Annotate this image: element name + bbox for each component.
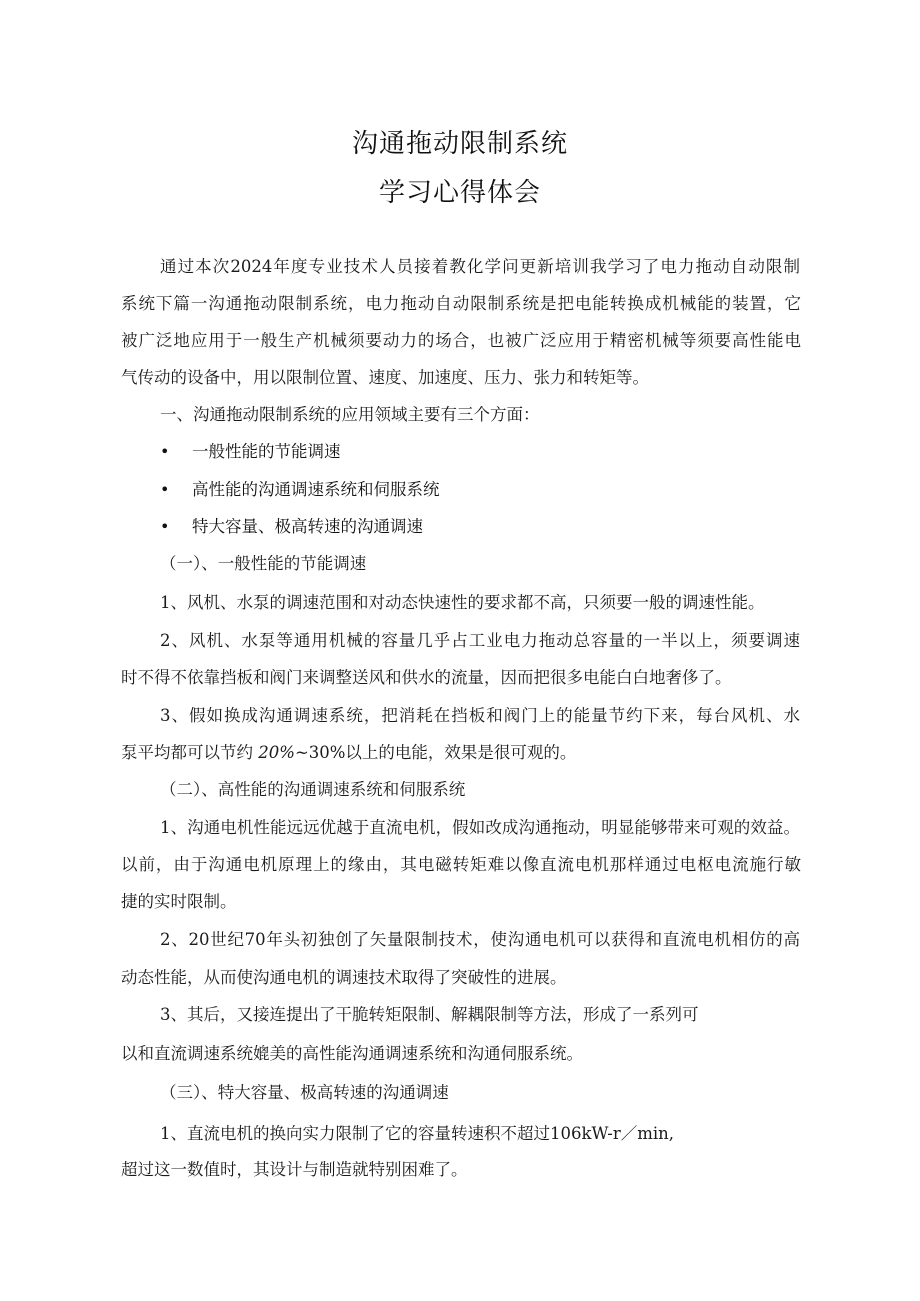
bullet-item-2: 高性能的沟通调速系统和伺服系统: [192, 480, 440, 499]
bullet-item-3: 特大容量、极高转速的沟通调速: [192, 517, 423, 536]
sub3-paragraph-1-line-1: 1、直流电机的换向实力限制了它的容量转速积不超过106kW-r／min,: [160, 1124, 675, 1143]
sub1-p3-text-a: 泵平均都可以节约: [121, 743, 253, 762]
bullet-item-1: 一般性能的节能调速: [192, 442, 341, 461]
document-subtitle: 学习心得体会: [378, 178, 541, 208]
bullet-marker: •: [160, 480, 170, 499]
document-title: 沟通拖动限制系统: [351, 129, 568, 159]
intro-line-1: 通过本次2024年度专业技术人员接着教化学问更新培训我学习了电力拖动自动限制: [160, 257, 800, 276]
sub3-paragraph-1-line-2: 超过这一数值时，其设计与制造就特别困难了。: [121, 1160, 468, 1179]
subsection-heading-1: （一）、一般性能的节能调速: [160, 554, 367, 573]
sub2-paragraph-1-line-1: 1、沟通电机性能远远优越于直流电机，假如改成沟通拖动，明显能够带来可观的效益。: [160, 818, 800, 837]
sub1-paragraph-2-line-2: 时不得不依靠挡板和阀门来调整送风和供水的流量，因而把很多电能白白地奢侈了。: [121, 668, 732, 687]
subsection-heading-2: （二）、高性能的沟通调速系统和伺服系统: [160, 780, 466, 799]
intro-line-3: 被广泛地应用于一般生产机械须要动力的场合，也被广泛应用于精密机械等须要高性能电: [121, 331, 801, 350]
intro-line-2: 系统下篇一沟通拖动限制系统，电力拖动自动限制系统是把电能转换成机械能的装置，它: [121, 294, 801, 313]
sub1-p3-text-c: ~30%以上的电能，效果是很可观的。: [294, 743, 577, 762]
sub2-paragraph-1-line-3: 捷的实时限制。: [121, 892, 237, 911]
sub1-p3-percent: 20%: [258, 743, 295, 762]
sub2-paragraph-2-line-1: 2、20世纪70年头初独创了矢量限制技术，使沟通电机可以获得和直流电机相仿的高: [160, 930, 800, 949]
sub2-paragraph-3-line-1: 3、其后，又接连提出了干脆转矩限制、解耦限制等方法，形成了一系列可: [160, 1005, 699, 1024]
bullet-marker: •: [160, 442, 170, 461]
subsection-heading-3: （三）、特大容量、极高转速的沟通调速: [160, 1083, 449, 1102]
sub1-paragraph-3-line-1: 3、假如换成沟通调速系统，把消耗在挡板和阀门上的能量节约下来，每台风机、水: [160, 706, 800, 725]
sub2-paragraph-3-line-2: 以和直流调速系统媲美的高性能沟通调速系统和沟通伺服系统。: [121, 1044, 583, 1063]
section-heading-application: 一、沟通拖动限制系统的应用领域主要有三个方面：: [160, 405, 540, 424]
sub1-paragraph-2-line-1: 2、风机、水泵等通用机械的容量几乎占工业电力拖动总容量的一半以上，须要调速: [160, 631, 800, 650]
sub1-paragraph-1: 1、风机、水泵的调速范围和对动态快速性的要求都不高，只须要一般的调速性能。: [160, 593, 765, 612]
bullet-marker: •: [160, 517, 170, 536]
sub1-paragraph-3-line-2: [121, 742, 801, 764]
sub2-paragraph-1-line-2: 以前，由于沟通电机原理上的缘由，其电磁转矩难以像直流电机那样通过电枢电流施行敏: [121, 855, 801, 874]
intro-line-4: 气传动的设备中，用以限制位置、速度、加速度、压力、张力和转矩等。: [121, 368, 649, 387]
sub2-paragraph-2-line-2: 动态性能，从而使沟通电机的调速技术取得了突破性的进展。: [121, 968, 567, 987]
